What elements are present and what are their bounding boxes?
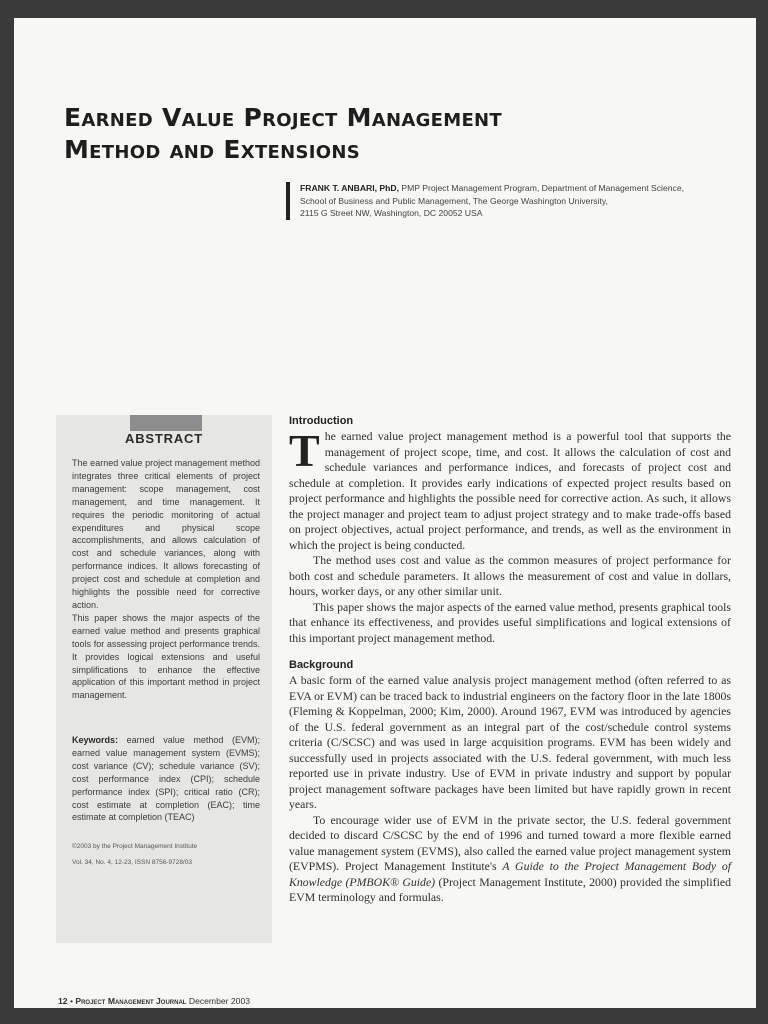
title-line-1: Earned Value Project Management <box>64 103 502 132</box>
author-affiliation <box>286 182 750 220</box>
abstract-heading: ABSTRACT <box>125 431 203 446</box>
introduction-paragraph-1: The earned value project management method is a powerful tool that supports the management of project scope, time, and cost. It allows the calculation of cost and schedule variances and performance indices, and forecasts of project cost and schedule at completion. It provides early indications of expected project results based on project performance and highlights the possible need for corrective action. As such, it allows the project manager and project team to adjust project strategy and to make trade-offs based on project objectives, actual project performance, and trends, as well as the environment in which the project is being conducted. <box>289 425 731 552</box>
journal-name: Project Management Journal <box>75 996 187 1006</box>
author-affiliation-line-2: School of Business and Public Management, The George Washington University, <box>300 195 608 206</box>
abstract-sidebar <box>56 415 272 943</box>
abstract-text <box>72 457 260 702</box>
page-footer <box>58 996 658 1006</box>
abstract-paragraph-2: This paper shows the major aspects of the earned value method and presents graphical tools for assessing project performance trends. It provides logical extensions and useful simplifications to enhance the effective application of this important method in project management. <box>72 612 260 701</box>
citation-info: Vol. 34, No. 4, 12-23, ISSN 8756-9728/03 <box>72 859 192 866</box>
article-body <box>289 413 731 906</box>
keywords-text: earned value method (EVM); earned value management system (EVMS); cost variance (CV); schedule variance (SV); cost performance index (CPI); schedule performance index (SPI); critical ratio (CR); cost estimate at completion (EAC); time estimate at completion (TEAC) <box>72 735 260 823</box>
background-paragraph-1: A basic form of the earned value analysis project management method (often referred to as EVA or EVM) can be traced back to industrial engineers on the factory floor in the late 1800s (Fleming & Koppelman, 2000; Kim, 2000). Around 1967, EVM was introduced by agencies of the U.S. federal government as an integral part of the cost/schedule control systems criteria (C/SCSC) and was used in large acquisition programs. EVM has been widely and successfully used in projects associated with the U.S. federal government, with much less reported use in private industry. Use of EVM in private industry and support by popular project management software packages have been limited but have rapidly grown in recent years. <box>289 673 731 811</box>
author-name: FRANK T. ANBARI, PhD, <box>300 183 399 193</box>
abstract-paragraph-1: The earned value project management method integrates three critical elements of project management: scope management, cost management, and time management. It requires the periodic monitoring of actual expenditures and physical scope accomplishments, and allows calculation of cost and schedule variances, along with performance indices. It allows forecasting of project cost and schedule at completion and highlights the possible need for corrective action. <box>72 458 260 610</box>
issue-date: December 2003 <box>186 996 251 1006</box>
page-number: 12 <box>58 996 68 1006</box>
author-affiliation-line-1: PMP Project Management Program, Department of Management Science, <box>398 183 684 193</box>
copyright-block <box>72 839 260 871</box>
author-address: 2115 G Street NW, Washington, DC 20052 USA <box>300 208 483 218</box>
background-heading: Background <box>289 659 354 671</box>
title-line-2: Method and Extensions <box>64 135 360 164</box>
copyright-notice: ©2003 by the Project Management Institute <box>72 843 198 850</box>
keywords-label: Keywords: <box>72 735 119 745</box>
abstract-tab-decoration <box>130 415 202 431</box>
article-title <box>64 102 624 166</box>
keywords <box>72 734 260 824</box>
journal-page <box>14 18 756 1008</box>
introduction-paragraph-2: The method uses cost and value as the common measures of project performance for both cost and schedule parameters. It allows the measurement of cost and value in dollars, hours, worker days, or any other similar unit. <box>289 553 731 598</box>
introduction-heading: Introduction <box>289 415 354 427</box>
background-paragraph-2: To encourage wider use of EVM in the private sector, the U.S. federal government decided to discard C/SCSC by the end of 1996 and turned toward a more flexible earned value management system (EVMS), also called the earned value project management system (EVPMS). Project Management Institute's A Guide to the Project Management Body of Knowledge (PMBOK® Guide) (Project Management Institute, 2000) provided the simplified EVM terminology and formulas. <box>289 812 732 904</box>
pmbok-guide-title: A Guide to the Project Management Body of Knowledge (PMBOK® Guide) <box>289 859 732 889</box>
introduction-paragraph-3: This paper shows the major aspects of the earned value method, presents graphical tools that enhance its effectiveness, and provides useful simplifications and logical extensions of this important project management method. <box>289 599 731 645</box>
footer-bullet: • <box>67 996 76 1006</box>
drop-cap: T <box>289 425 320 476</box>
